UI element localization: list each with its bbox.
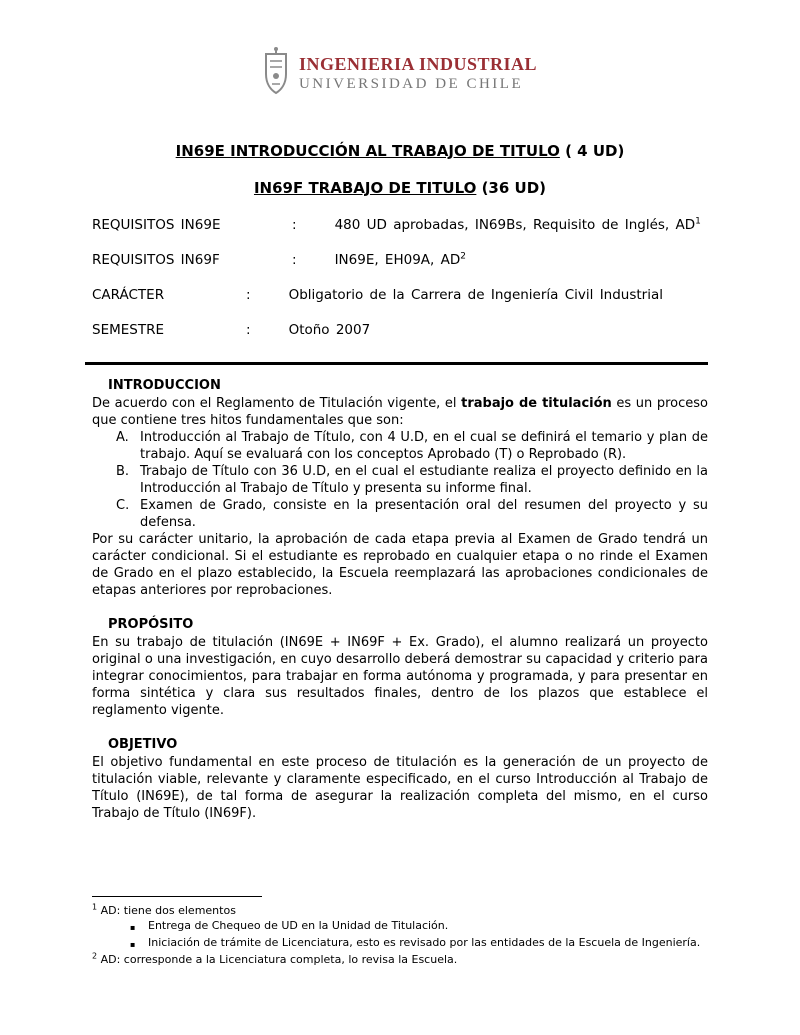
separator-colon: :: [246, 322, 251, 338]
list-item-b-marker: B.: [116, 464, 130, 479]
footnote-1: [92, 903, 708, 918]
list-item-a-text: Introducción al Trabajo de Título, con 4 U.D, en el cual se definirá el temario y plan de trabajo. Aquí se evaluará con los conceptos Aprobado (T) o Reprobado (R).: [140, 430, 708, 462]
introduccion-paragraph-2: Por su carácter unitario, la aprobación de cada etapa previa al Examen de Grado tendrá un carácter condicional. Si el estudiante es reprobado en cualquier etapa o no rinde el Examen de Grado en el plazo establecido, la Escuela reemplazará las aprobaciones condicionales de etapas anteriores por reprobaciones.: [92, 532, 708, 598]
footnote-2-text: AD: corresponde a la Licenciatura completa, lo revisa la Escuela.: [97, 953, 458, 966]
heading-introduccion: INTRODUCCION: [108, 378, 221, 393]
semestre-value: Otoño 2007: [288, 322, 371, 338]
semestre-label: SEMESTRE: [92, 322, 165, 338]
footnote-2: [92, 952, 708, 967]
course-title-in69f-underlined: IN69F TRABAJO DE TITULO: [253, 179, 477, 197]
list-item-c-text: Examen de Grado, consiste en la presentación oral del resumen del proyecto y su defensa.: [140, 498, 708, 530]
caracter-row: [92, 286, 708, 304]
proposito-paragraph: En su trabajo de titulación (IN69E + IN69F + Ex. Grado), el alumno realizará un proyecto original o una investigación, en cuyo desarrollo deberá demostrar su capacidad y criterio para integrar conocimientos, para trabajar en forma autónoma y programada, y para presentar en forma sintética y clara sus resultados finales, dentro de los plazos que establece el reglamento vigente.: [92, 635, 708, 718]
requisitos-in69f-label: REQUISITOS IN69F: [92, 252, 220, 268]
requisitos-in69e-row: [92, 216, 708, 234]
course-title-in69e-underlined: IN69E INTRODUCCIÓN AL TRABAJO DE TITULO: [175, 142, 560, 160]
requisitos-in69f-row: [92, 251, 708, 269]
footnote-bullet-2-text: Iniciación de trámite de Licenciatura, esto es revisado por las entidades de la Escuela de Ingeniería.: [148, 936, 701, 949]
semestre-row: [92, 321, 708, 339]
section-divider: [85, 362, 708, 365]
course-title-in69f: [92, 179, 708, 197]
list-item-a-marker: A.: [116, 430, 129, 445]
introduccion-p1-post: es un proceso que contiene tres hitos fundamentales que son:: [92, 396, 708, 428]
footnotes-section: [92, 896, 708, 967]
requisitos-in69e-value: 480 UD aprobadas, IN69Bs, Requisito de Inglés, AD: [334, 217, 696, 233]
course-title-in69e: [92, 142, 708, 160]
introduccion-p1-bold: trabajo de titulación: [461, 396, 612, 411]
heading-objetivo: OBJETIVO: [108, 737, 178, 752]
list-item-b: [116, 463, 708, 497]
heading-proposito: PROPÓSITO: [108, 617, 194, 632]
footnote-bullet-1-text: Entrega de Chequeo de UD en la Unidad de Titulación.: [148, 919, 449, 932]
university-logo-text: [299, 54, 537, 93]
list-item-a: [116, 429, 708, 463]
square-bullet-icon: ▪: [130, 923, 136, 932]
caracter-value: Obligatorio de la Carrera de Ingeniería Civil Industrial: [288, 287, 664, 303]
separator-colon: :: [292, 217, 297, 233]
university-crest-icon: [263, 46, 289, 100]
objetivo-paragraph: El objetivo fundamental en este proceso de titulación es la generación de un proyecto de titulación viable, relevante y claramente especificado, en el curso Introducción al Trabajo de Título (IN69E), de tal forma de asegurar la realización completa del mismo, en el curso Trabajo de Título (IN69F).: [92, 755, 708, 821]
introduccion-p1-pre: De acuerdo con el Reglamento de Titulación vigente, el: [92, 396, 462, 411]
university-logo: [92, 46, 708, 100]
logo-faculty-name: INGENIERIA INDUSTRIAL: [298, 53, 538, 74]
footnote-bullet-1: [130, 918, 708, 935]
caracter-label: CARÁCTER: [92, 287, 165, 303]
separator-colon: :: [292, 252, 297, 268]
footnote-divider: [92, 896, 262, 897]
list-item-b-text: Trabajo de Título con 36 U.D, en el cual el estudiante realiza el proyecto definido en la Introducción al Trabajo de Título y presenta su informe final.: [140, 464, 708, 496]
list-item-c: [116, 497, 708, 531]
logo-university-name: UNIVERSIDAD DE CHILE: [298, 75, 524, 92]
separator-colon: :: [246, 287, 251, 303]
introduccion-paragraph-1: [92, 395, 708, 429]
square-bullet-icon: ▪: [130, 940, 136, 949]
requisitos-in69e-label: REQUISITOS IN69E: [92, 217, 221, 233]
requisitos-in69f-value: IN69E, EH09A, AD: [334, 252, 461, 268]
footnote-1-marker: 1: [92, 902, 98, 912]
course-title-in69f-credits: (36 UD): [476, 179, 547, 197]
footnote-ref-1: 1: [695, 216, 701, 227]
list-item-c-marker: C.: [116, 498, 130, 513]
footnote-bullet-2: [130, 935, 708, 952]
footnote-1-text: AD: tiene dos elementos: [97, 904, 236, 917]
footnote-ref-2: 2: [460, 251, 466, 262]
course-title-in69e-credits: ( 4 UD): [559, 142, 625, 160]
footnote-2-marker: 2: [92, 951, 98, 961]
